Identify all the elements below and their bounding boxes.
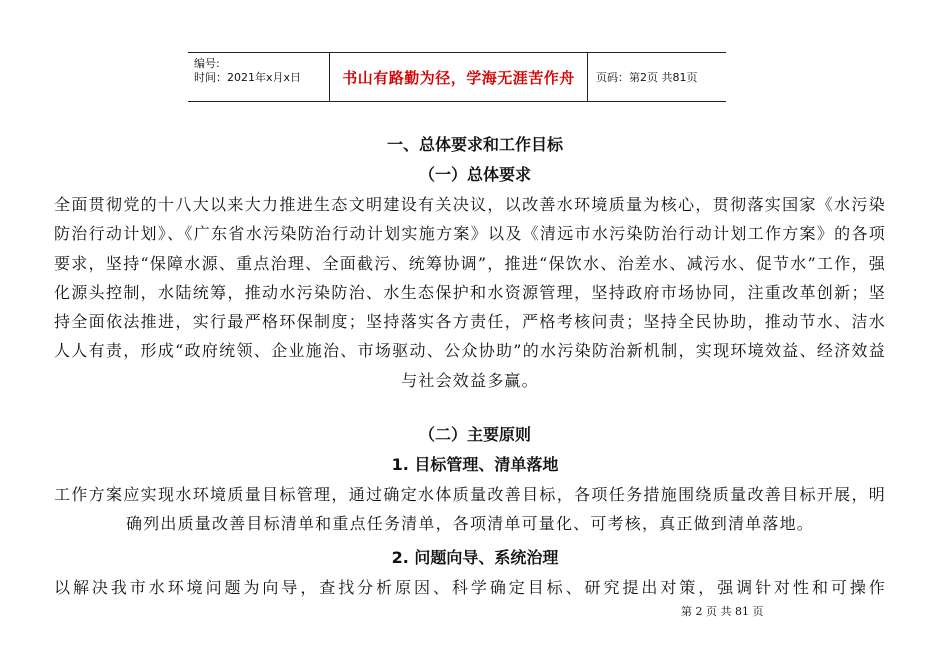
page-label: 页码：第2页 共81页 <box>596 71 698 84</box>
number-label: 编号: <box>194 57 220 70</box>
paragraph-target-management: 工作方案应实现水环境质量目标管理，通过确定水体质量改善目标，各项任务措施围绕质量改善目标开展，明确列出质量改善目标清单和重点任务清单，各项清单可量化、可考核，真正做到清单落地。 <box>54 485 886 534</box>
section-title: 一、总体要求和工作目标 <box>386 135 563 154</box>
motto-text: 书山有路勤为径，学海无涯苦作舟 <box>342 68 575 87</box>
item-title-problem-oriented: 2. 问题向导、系统治理 <box>391 548 559 567</box>
paragraph-problem-oriented: 以解决我市水环境问题为向导，查找分析原因、科学确定目标、研究提出对策，强调针对性和可操作 <box>54 578 886 597</box>
document-header <box>188 52 726 102</box>
header-motto-cell <box>330 53 588 101</box>
header-page-cell <box>588 53 726 101</box>
item-title-target-management: 1. 目标管理、清单落地 <box>391 455 559 474</box>
page-footer: 第 2 页 共 81 页 <box>681 605 764 618</box>
time-label: 时间：2021年x月x日 <box>194 71 302 84</box>
paragraph-general-requirements: 全面贯彻党的十八大以来大力推进生态文明建设有关决议，以改善水环境质量为核心，贯彻落实国家《水污染防治行动计划》、《广东省水污染防治行动计划实施方案》以及《清远市水污染防治行动计划工作方案》的各项要求，坚持“保障水源、重点治理、全面截污、统筹协调”，推进“保饮水、治差水、减污水、促节水”工作，强化源头控制，水陆统筹，推动水污染防治、水生态保护和水资源管理，坚持政府市场协同，注重改革创新；坚持全面依法推进，实行最严格环保制度；坚持落实各方责任，严格考核问责；坚持全民协助，推动节水、洁水人人有责，形成“政府统领、企业施治、市场驱动、公众协助”的水污染防治新机制，实现环境效益、经济效益与社会效益多赢。 <box>54 195 886 390</box>
subsection-title-general-requirements: （一）总体要求 <box>418 165 531 184</box>
subsection-title-main-principles: （二）主要原则 <box>418 425 531 444</box>
header-meta-cell <box>188 53 330 101</box>
